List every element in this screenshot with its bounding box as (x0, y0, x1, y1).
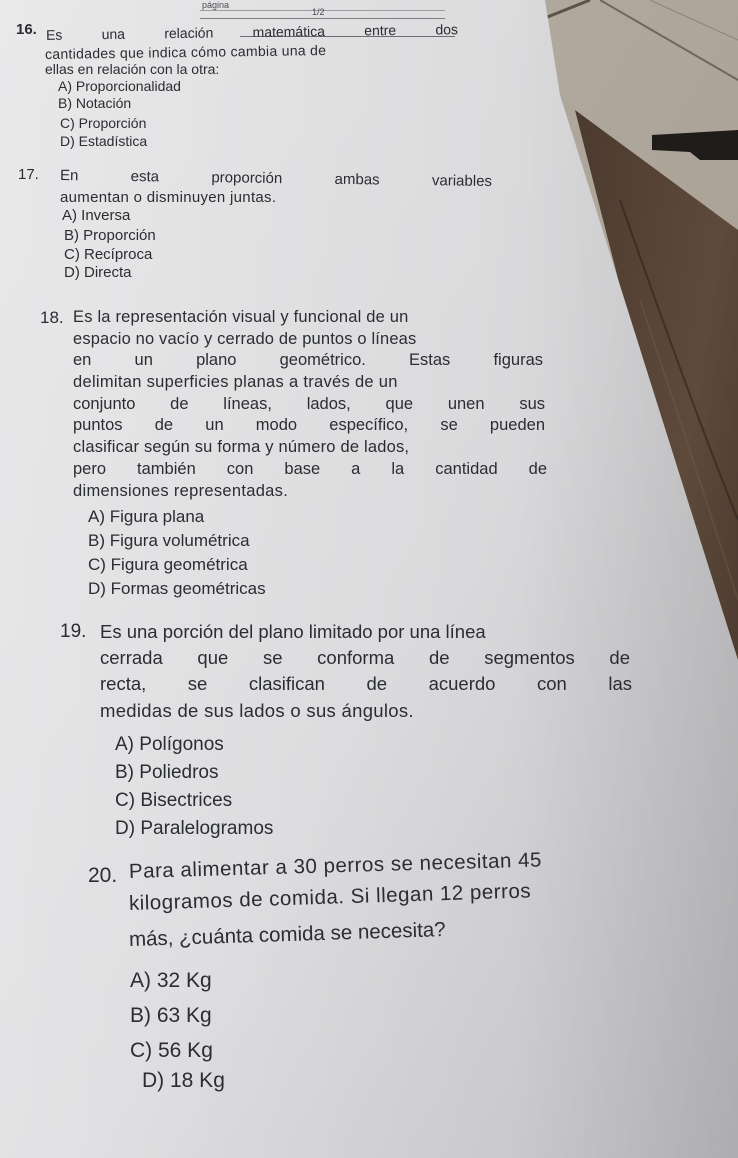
answer-option: A) Figura plana (88, 507, 205, 526)
answer-option: D) Formas geométricas (88, 579, 266, 598)
answer-option: B) Notación (58, 95, 132, 111)
page-number: 1/2 (312, 7, 325, 17)
question-text-line: Para alimentar a 30 perros se necesitan 45 (128, 848, 543, 883)
question-text-line: delimitan superficies planas a través de un (73, 373, 398, 391)
question-text-line: ellas en relación con la otra: (45, 61, 220, 77)
question-text-line: conjunto de líneas, lados, que unen sus (73, 395, 545, 413)
question-text-line: cantidades que indica cómo cambia una de (44, 42, 327, 62)
page-label: página (202, 0, 230, 10)
question-text-line: espacio no vacío y cerrado de puntos o líneas (73, 330, 417, 348)
question-number: 17. (18, 166, 39, 183)
question-text-line: medidas de sus lados o sus ángulos. (100, 700, 414, 721)
question-text-line: en un plano geométrico. Estas figuras (73, 351, 543, 369)
question-number: 19. (60, 621, 87, 642)
question-text-line: clasificar según su forma y número de lados, (73, 438, 410, 456)
page-header (200, 0, 445, 19)
answer-option: B) Figura volumétrica (88, 531, 250, 550)
answer-option: D) Directa (64, 264, 132, 281)
question-text-line: aumentan o disminuyen juntas. (60, 189, 277, 206)
question-text-line: pero también con base a la cantidad de (73, 460, 547, 478)
answer-option: B) 63 Kg (130, 1004, 212, 1027)
question-number: 18. (40, 308, 64, 327)
question-text-line: kilogramos de comida. Si llegan 12 perros (128, 879, 532, 915)
answer-option: C) Proporción (60, 115, 147, 131)
question-text-line: Es una porción del plano limitado por una línea (100, 621, 486, 642)
answer-option: A) Proporcionalidad (58, 78, 181, 94)
question-text-line: En esta proporción ambas variables (59, 166, 493, 191)
answer-option: D) Paralelogramos (115, 818, 274, 839)
answer-option: D) 18 Kg (142, 1069, 225, 1092)
question-text-line: Es una relación matemática entre dos (45, 21, 459, 43)
answer-option: A) Polígonos (115, 734, 224, 755)
answer-option: B) Proporción (64, 227, 156, 244)
answer-option: B) Poliedros (115, 762, 219, 783)
answer-option: C) Figura geométrica (88, 555, 248, 574)
answer-option: D) Estadística (60, 133, 148, 149)
question-text-line: Es la representación visual y funcional de un (73, 308, 409, 326)
answer-option: A) 32 Kg (130, 969, 212, 992)
question-text-line: más, ¿cuánta comida se necesita? (128, 918, 446, 951)
answer-option: C) Recíproca (64, 246, 153, 263)
question-number: 20. (88, 864, 118, 887)
question-text-line: cerrada que se conforma de segmentos de (100, 647, 630, 668)
answer-option: C) Bisectrices (115, 790, 233, 811)
question-text-line: recta, se clasifican de acuerdo con las (100, 673, 632, 694)
question-text-line: dimensiones representadas. (73, 482, 289, 500)
answer-option: C) 56 Kg (130, 1039, 213, 1062)
answer-option: A) Inversa (62, 207, 131, 224)
question-number: 16. (16, 21, 37, 38)
question-text-line: puntos de un modo específico, se pueden (73, 416, 545, 434)
